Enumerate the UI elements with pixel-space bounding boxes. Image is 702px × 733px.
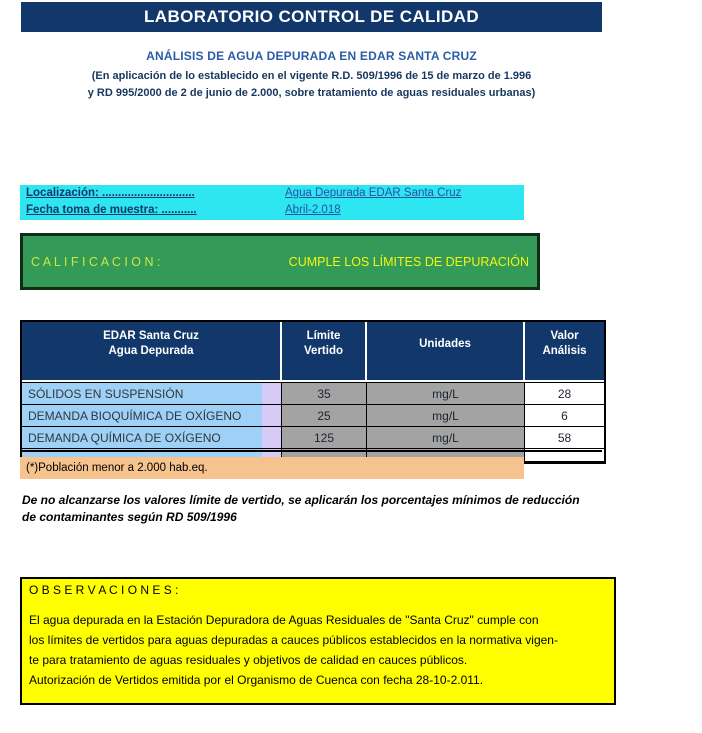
sample-date-row	[20, 203, 524, 219]
observations-title: O B S E R V A C I O N E S :	[29, 583, 179, 597]
units-cell: mg/L	[367, 382, 525, 405]
limit-cell: 35	[282, 382, 367, 405]
header-limit: Límite Vertido	[282, 322, 367, 382]
strip-cell	[262, 405, 282, 427]
observations-line: Autorización de Vertidos emitida por el Organismo de Cuenca con fecha 28-10-2.011.	[29, 673, 484, 687]
location-label: Localización: .............................	[26, 187, 195, 199]
report-subtitle: ANÁLISIS DE AGUA DEPURADA EN EDAR SANTA CRUZ	[146, 49, 477, 63]
parameter-cell: DEMANDA QUÍMICA DE OXÍGENO	[22, 427, 262, 449]
units-cell: mg/L	[367, 405, 525, 427]
page-title: LABORATORIO CONTROL DE CALIDAD	[21, 2, 602, 32]
value-cell: 58	[525, 427, 604, 449]
qualification-label: C A L I F I C A C I O N :	[31, 254, 161, 269]
limit-cell: 125	[282, 427, 367, 449]
observations-panel	[20, 577, 616, 705]
location-value: Agua Depurada EDAR Santa Cruz	[285, 187, 462, 199]
reduction-disclaimer	[22, 492, 682, 526]
sample-date-label: Fecha toma de muestra: ...........	[26, 204, 197, 216]
value-cell: 6	[525, 405, 604, 427]
header-parameter: EDAR Santa Cruz Agua Depurada	[22, 322, 282, 382]
regulation-note-line1: (En aplicación de lo establecido en el vigente R.D. 509/1996 de 15 de marzo de 1.996	[91, 70, 532, 82]
results-table-header-row	[22, 322, 604, 382]
parameter-cell: SÓLIDOS EN SUSPENSIÓN	[22, 382, 262, 405]
table-bottom-rule	[20, 450, 602, 452]
qualification-panel	[20, 233, 540, 290]
regulation-note-line2: y RD 995/2000 de 2 de junio de 2.000, sobre tratamiento de aguas residuales urbanas)	[87, 87, 536, 99]
sample-info-panel	[20, 185, 524, 220]
reduction-disclaimer-line1: De no alcanzarse los valores límite de vertido, se aplicarán los porcentajes mínimos de reducción	[22, 493, 580, 507]
units-cell: mg/L	[367, 427, 525, 449]
observations-line: te para tratamiento de aguas residuales y objetivos de calidad en cauces públicos.	[29, 653, 468, 667]
limit-cell: 25	[282, 405, 367, 427]
qualification-result: CUMPLE LOS LÍMITES DE DEPURACIÓN	[288, 254, 529, 269]
reduction-disclaimer-line2: de contaminantes según RD 509/1996	[22, 510, 237, 524]
table-row	[22, 382, 604, 405]
observations-line: El agua depurada en la Estación Depuradora de Aguas Residuales de "Santa Cruz" cumple con	[29, 613, 539, 627]
strip-cell	[262, 427, 282, 449]
observations-body	[29, 610, 607, 690]
location-row	[20, 186, 524, 202]
table-row	[22, 427, 604, 449]
strip-cell	[262, 382, 282, 405]
results-table	[20, 320, 606, 464]
parameter-cell: DEMANDA BIOQUÍMICA DE OXÍGENO	[22, 405, 262, 427]
sample-date-value: Abril-2.018	[285, 204, 341, 216]
observations-line: los límites de vertidos para aguas depuradas a cauces públicos establecidos en la normativa vigen-	[29, 633, 558, 647]
population-footnote: (*)Población menor a 2.000 hab.eq.	[20, 457, 524, 479]
value-cell: 28	[525, 382, 604, 405]
header-units: Unidades	[367, 322, 525, 382]
table-row	[22, 405, 604, 427]
header-value: Valor Análisis	[525, 322, 604, 382]
